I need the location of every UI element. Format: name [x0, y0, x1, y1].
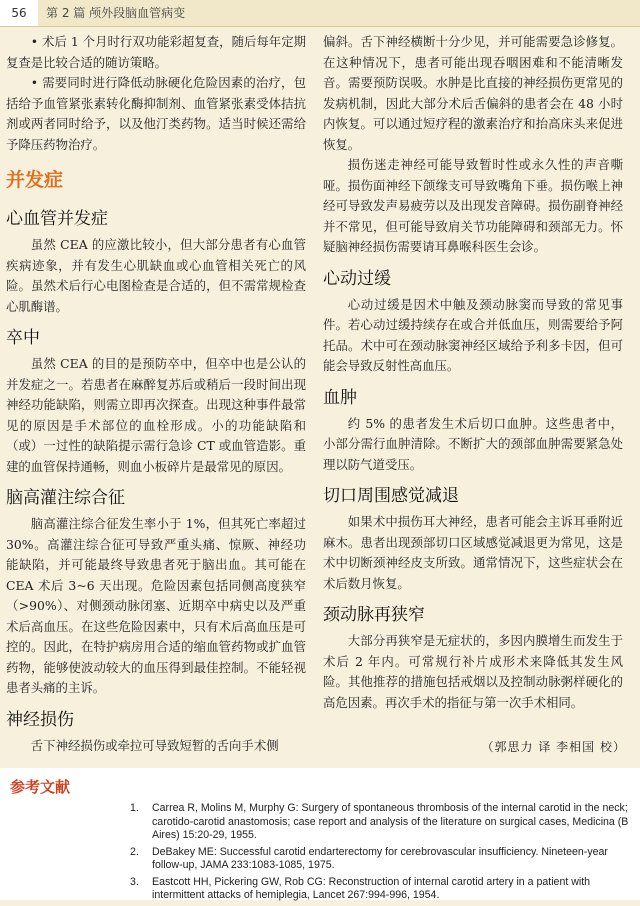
paragraph-hyperperfusion: 脑高灌注综合征发生率小于 1%，但其死亡率超过 30%。高灌注综合征可导致严重头痛、惊厥、神经功能缺陷，并可能最终导致患者死于脑出血。其可能在 CEA 术后 3~6 天出现。危险因素包括同侧高度狭窄（>90%）、对侧颈动脉闭塞、近期卒中病史以及严重术后高血压。在这些危险因素中，只有术后高血压是可控的。因此，在特护病房用合适的缩血管药物或扩血管药物，能够使波动较大的血压得到最佳控制。不能轻视患者头痛的主诉。 [6, 516, 306, 695]
translator-credit: （郭思力 译 李相国 校） [481, 740, 626, 754]
paragraph-restenosis: 大部分再狭窄是无症状的，多因内膜增生而发生于术后 2 年内。可常规行补片成形术来降低其发生风险。其他推荐的措施包括戒烟以及控制动脉粥样硬化的高危因素。再次手术的指征与第一次手术相同。 [323, 633, 623, 710]
running-title: 第 2 篇 颅外段脑血管病变 [46, 6, 186, 20]
heading-incision-numbness: 切口周围感觉减退 [323, 486, 459, 506]
reference-item [130, 876, 630, 903]
references-list [130, 802, 630, 906]
reference-text: DeBakey ME: Successful carotid endarterectomy for cerebrovascular insufficiency. Nineteen-year follow-up, JAMA 233:1083-1085, 1975. [152, 845, 608, 871]
reference-item [130, 846, 630, 873]
paragraph-cardiovascular: 虽然 CEA 的应激比较小，但大部分患者有心血管疾病迹象，并有发生心肌缺血或心血管相关死亡的风险。虽然术后行心电图检查是合适的，但不需常规检查心肌酶谱。 [6, 237, 306, 314]
paragraph-bradycardia: 心动过缓是因术中触及颈动脉窦而导致的常见事件。若心动过缓持续存在或合并低血压，则需要给予阿托品。术中可在颈动脉窦神经区域给予利多卡因，但可能会导致反射性高血压。 [323, 296, 623, 373]
paragraph-nerve-injury: 舌下神经损伤或牵拉可导致短暂的舌向手术侧 [30, 737, 279, 753]
reference-text: Carrea R, Molins M, Murphy G: Surgery of spontaneous thrombosis of the internal carotid in the neck; carotido-carotid anastomosis; case report and analysis of the literature on surgical cases, Medicina (B Aires) 15:20-29, 1955. [152, 802, 629, 841]
heading-hyperperfusion: 脑高灌注综合征 [6, 488, 125, 508]
page-number: 56 [0, 0, 38, 26]
paragraph-stroke: 虽然 CEA 的目的是预防卒中，但卒中也是公认的并发症之一。若患者在麻醉复苏后或稍后一段时间出现神经功能缺陷，则需立即再次探查。出现这种事件最常见的原因是手术部位的血栓形成。小的功能缺陷和（或）一过性的缺陷提示需行急诊 CT 或血管造影。重建的血管保持通畅，则血小板碎片是最常见的原因。 [6, 356, 306, 474]
heading-restenosis: 颈动脉再狭窄 [323, 605, 425, 625]
paragraph-nerve-injury-cont: 偏斜。舌下神经横断十分少见，并可能需要急诊修复。在这种情况下，患者可能出现吞咽困难和不能清晰发音。需要预防误吸。水肿是比直接的神经损伤更常见的发病机制，因此大部分术后舌偏斜的患者会在 48 小时内恢复。可以通过短疗程的激素治疗和抬高床头来促进恢复。 [323, 34, 623, 152]
heading-hematoma: 血肿 [323, 387, 357, 408]
heading-bradycardia: 心动过缓 [323, 268, 391, 289]
references-section [0, 768, 640, 900]
reference-item [130, 802, 630, 843]
page-header [0, 0, 640, 27]
reference-number: 1. [130, 802, 139, 814]
left-column [6, 32, 306, 756]
bullet-risk-factors: • 需要同时进行降低动脉硬化危险因素的治疗，包括给予血管紧张素转化酶抑制剂、血管紧张素受体拮抗剂或两者同时给予，以及他汀类药物。适当时候还需给予降压药物治疗。 [6, 75, 306, 152]
heading-stroke: 卒中 [6, 328, 40, 348]
paragraph-incision-numbness: 如果术中损伤耳大神经，患者可能会主诉耳垂附近麻木。患者出现颈部切口区域感觉减退更为常见，这是术中切断颈神经皮支所致。通常情况下，这些症状会在术后数月恢复。 [323, 514, 623, 591]
heading-nerve-injury: 神经损伤 [6, 709, 74, 730]
bullet-followup: • 术后 1 个月时行双功能彩超复查，随后每年定期复查是比较合适的随访策略。 [6, 34, 306, 70]
reference-number: 2. [130, 845, 139, 858]
paragraph-hematoma: 约 5% 的患者发生术后切口血肿。这些患者中，小部分需行血肿清除。不断扩大的颈部血肿需要紧急处理以防气道受压。 [323, 415, 623, 472]
section-title-complications: 并发症 [6, 169, 64, 191]
reference-text: Eastcott HH, Pickering GW, Rob CG: Reconstruction of internal carotid artery in a patient with intermittent attacks of hemiplegia, Lancet 267:994-996, 1954. [152, 875, 591, 901]
heading-cardiovascular: 心血管并发症 [6, 209, 108, 229]
right-column [323, 32, 623, 713]
reference-number: 3. [130, 875, 139, 888]
references-title: 参考文献 [10, 778, 71, 796]
paragraph-cranial-nerves: 损伤迷走神经可能导致暂时性或永久性的声音嘶哑。损伤面神经下颌缘支可导致嘴角下垂。损伤喉上神经可导致发声易疲劳以及出现发音障碍。损伤副脊神经并不常见，但可能导致肩关节功能障碍和颈部无力。怀疑脑神经损伤需要请耳鼻喉科医生会诊。 [323, 157, 623, 254]
